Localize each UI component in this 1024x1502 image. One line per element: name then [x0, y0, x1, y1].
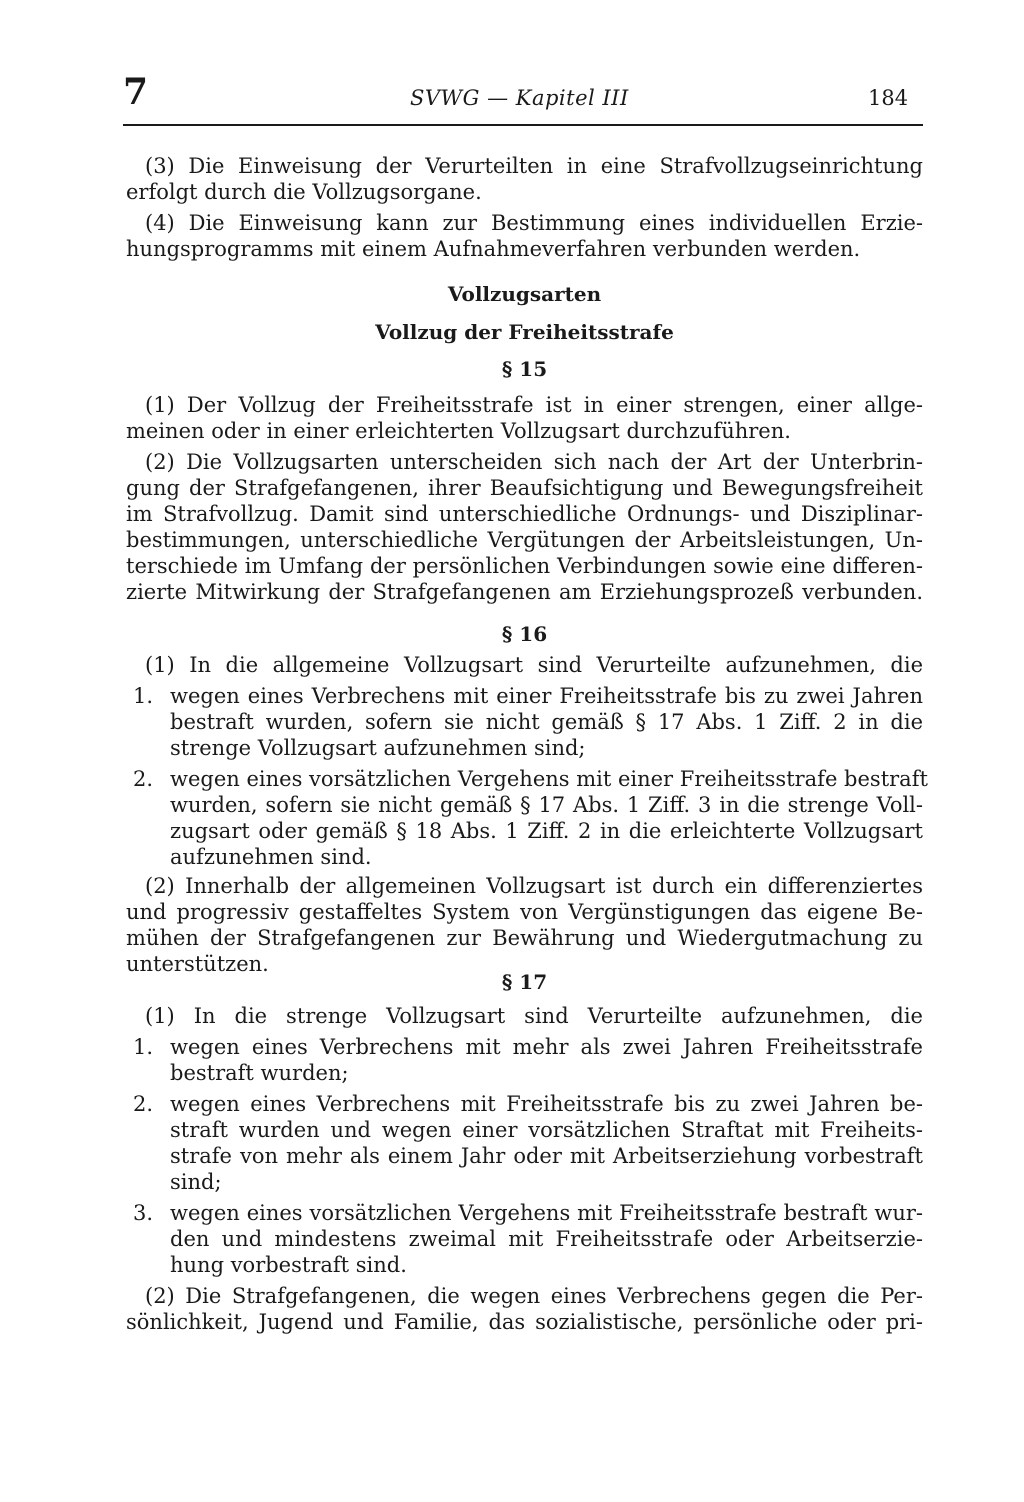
- list-item-line: wegen eines vorsätzlichen Vergehens mit einer Freiheitsstrafe bestraft: [170, 767, 928, 791]
- list-item-line: wegen eines Verbrechens mit einer Freiheitsstrafe bis zu zwei Jahren: [170, 684, 923, 708]
- paragraph-line: bestimmungen, unterschiedliche Vergütungen der Arbeitsleistungen, Un-: [126, 528, 923, 552]
- paragraph-line: (1) Der Vollzug der Freiheitsstrafe ist in einer strengen, einer allge-: [145, 393, 923, 417]
- page-number: 184: [868, 86, 909, 110]
- paragraph-line: (2) Innerhalb der allgemeinen Vollzugsart ist durch ein differenziertes: [145, 874, 923, 898]
- list-item-line: hung vorbestraft sind.: [170, 1253, 407, 1277]
- paragraph-line: (1) In die strenge Vollzugsart sind Verurteilte aufzunehmen, die: [145, 1004, 923, 1028]
- subsection-heading: Vollzug der Freiheitsstrafe: [375, 320, 674, 344]
- paragraph-number-15: § 15: [501, 357, 548, 381]
- list-item-line: strafe von mehr als einem Jahr oder mit Arbeitserziehung vorbestraft: [170, 1144, 923, 1168]
- paragraph-line: im Strafvollzug. Damit sind unterschiedliche Ordnungs- und Disziplinar-: [126, 502, 923, 526]
- paragraph-line: erfolgt durch die Vollzugsorgane.: [126, 180, 482, 204]
- list-number: 1.: [133, 1035, 154, 1059]
- paragraph-line: zierte Mitwirkung der Strafgefangenen am Erziehungsprozeß verbunden.: [126, 580, 923, 604]
- section-heading: Vollzugsarten: [447, 282, 602, 306]
- list-item-line: wegen eines Verbrechens mit mehr als zwei Jahren Freiheitsstrafe: [170, 1035, 923, 1059]
- paragraph-number-17: § 17: [501, 970, 548, 994]
- paragraph-line: terschiede im Umfang der persönlichen Verbindungen sowie eine differen-: [126, 554, 923, 578]
- paragraph-line: (2) Die Vollzugsarten unterscheiden sich nach der Art der Unterbrin-: [145, 450, 923, 474]
- list-item-line: den und mindestens zweimal mit Freiheitsstrafe oder Arbeitserzie-: [170, 1227, 923, 1251]
- paragraph-line: hungsprogramms mit einem Aufnahmeverfahren verbunden werden.: [126, 237, 861, 261]
- paragraph-line: sönlichkeit, Jugend und Familie, das sozialistische, persönliche oder pri-: [126, 1310, 923, 1334]
- header-rule: [123, 124, 923, 126]
- list-number: 1.: [133, 684, 154, 708]
- running-title: SVWG — Kapitel III: [410, 86, 629, 110]
- paragraph-line: meinen oder in einer erleichterten Vollzugsart durchzuführen.: [126, 419, 791, 443]
- list-item-line: wurden, sofern sie nicht gemäß § 17 Abs. 1 Ziff. 3 in die strenge Voll-: [170, 793, 923, 817]
- page-marker: 7: [123, 71, 149, 113]
- list-item-line: strenge Vollzugsart aufzunehmen sind;: [170, 736, 586, 760]
- paragraph-line: mühen der Strafgefangenen zur Bewährung und Wiedergutmachung zu: [126, 926, 923, 950]
- list-item-line: wegen eines vorsätzlichen Vergehens mit Freiheitsstrafe bestraft wur-: [170, 1201, 923, 1225]
- paragraph-line: (1) In die allgemeine Vollzugsart sind Verurteilte aufzunehmen, die: [145, 653, 923, 677]
- list-item-line: straft wurden und wegen einer vorsätzlichen Straftat mit Freiheits-: [170, 1118, 923, 1142]
- paragraph-line: (2) Die Strafgefangenen, die wegen eines Verbrechens gegen die Per-: [145, 1284, 923, 1308]
- list-item-line: aufzunehmen sind.: [170, 845, 372, 869]
- paragraph-line: (3) Die Einweisung der Verurteilten in eine Strafvollzugseinrichtung: [145, 154, 923, 178]
- list-item-line: bestraft wurden;: [170, 1061, 349, 1085]
- paragraph-number-16: § 16: [501, 622, 548, 646]
- list-item-line: wegen eines Verbrechens mit Freiheitsstrafe bis zu zwei Jahren be-: [170, 1092, 923, 1116]
- list-item-line: sind;: [170, 1170, 222, 1194]
- list-number: 3.: [133, 1201, 154, 1225]
- paragraph-line: und progressiv gestaffeltes System von Vergünstigungen das eigene Be-: [126, 900, 923, 924]
- list-number: 2.: [133, 1092, 154, 1116]
- list-number: 2.: [133, 767, 154, 791]
- list-item-line: bestraft wurden, sofern sie nicht gemäß § 17 Abs. 1 Ziff. 2 in die: [170, 710, 923, 734]
- paragraph-line: gung der Strafgefangenen, ihrer Beaufsichtigung und Bewegungsfreiheit: [126, 476, 923, 500]
- paragraph-line: (4) Die Einweisung kann zur Bestimmung eines individuellen Erzie-: [145, 211, 923, 235]
- list-item-line: zugsart oder gemäß § 18 Abs. 1 Ziff. 2 in die erleichterte Vollzugsart: [170, 819, 923, 843]
- paragraph-line: unterstützen.: [126, 952, 269, 976]
